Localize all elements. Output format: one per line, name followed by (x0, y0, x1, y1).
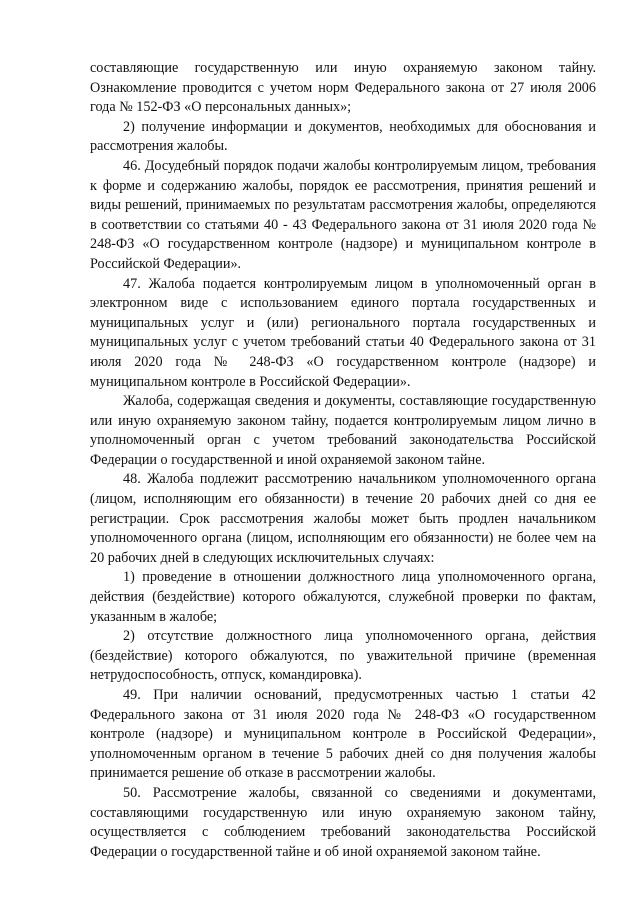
paragraph-48-item-1: 1) проведение в отношении должностного лица уполномоченного органа, действия (бездействие) которого обжалуются, служебной проверки по фактам, указанным в жалобе; (90, 569, 596, 625)
paragraph-47: 47. Жалоба подается контролируемым лицом в уполномоченный орган в электронном виде с использованием единого портала государственных и муниципальных услуг и (или) регионального портала государственных и муниципальных услуг с учетом требований статьи 40 Федерального закона от 31 июля 2020 года № 248-ФЗ «О государственном контроле (надзоре) и муниципальном контроле в Российской Федерации». (90, 275, 596, 390)
paragraph-46: 46. Досудебный порядок подачи жалобы контролируемым лицом, требования к форме и содержанию жалобы, порядок ее рассмотрения, принятия решений и виды решений, принимаемых по результатам рассмотрения жалобы, определяются в соответствии со статьями 40 - 43 Федерального закона от 31 июля 2020 года № 248-ФЗ «О государственном контроле (надзоре) и муниципальном контроле в Российской Федерации». (90, 157, 596, 272)
paragraph-49: 49. При наличии оснований, предусмотренных частью 1 статьи 42 Федерального закона от 31 июля 2020 года № 248-ФЗ «О государственном контроле (надзоре) и муниципальном контроле в Российской Федерации», уполномоченным органом в течение 5 рабочих дней со дня получения жалобы принимается решение об отказе в рассмотрении жалобы. (90, 687, 596, 782)
paragraph-item-2: 2) получение информации и документов, необходимых для обоснования и рассмотрения жалобы. (90, 118, 596, 155)
paragraph-48: 48. Жалоба подлежит рассмотрению начальником уполномоченного органа (лицом, исполняющим его обязанности) в течение 20 рабочих дней со дня ее регистрации. Срок рассмотрения жалобы может быть продлен начальником уполномоченного органа (лицом, исполняющим его обязанности) не более чем на 20 рабочих дней в следующих исключительных случаях: (90, 471, 596, 566)
paragraph-47-complaint: Жалоба, содержащая сведения и документы, составляющие государственную или иную охраняемую законом тайну, подается контролируемым лицом лично в уполномоченный орган с учетом требований законодательства Российской Федерации о государственной и иной охраняемой законом тайне. (90, 393, 596, 468)
paragraph-continuation: составляющие государственную или иную охраняемую законом тайну. Ознакомление проводится с учетом норм Федерального закона от 27 июля 2006 года № 152-ФЗ «О персональных данных»; (90, 60, 596, 116)
paragraph-50: 50. Рассмотрение жалобы, связанной со сведениями и документами, составляющими государственную или иную охраняемую законом тайну, осуществляется с соблюдением требований законодательства Российской Федерации о государственной тайне и об иной охраняемой законом тайне. (90, 784, 596, 860)
paragraph-48-item-2: 2) отсутствие должностного лица уполномоченного органа, действия (бездействие) которого обжалуются, по уважительной причине (временная нетрудоспособность, отпуск, командировка). (90, 628, 596, 684)
document-page (90, 59, 596, 862)
